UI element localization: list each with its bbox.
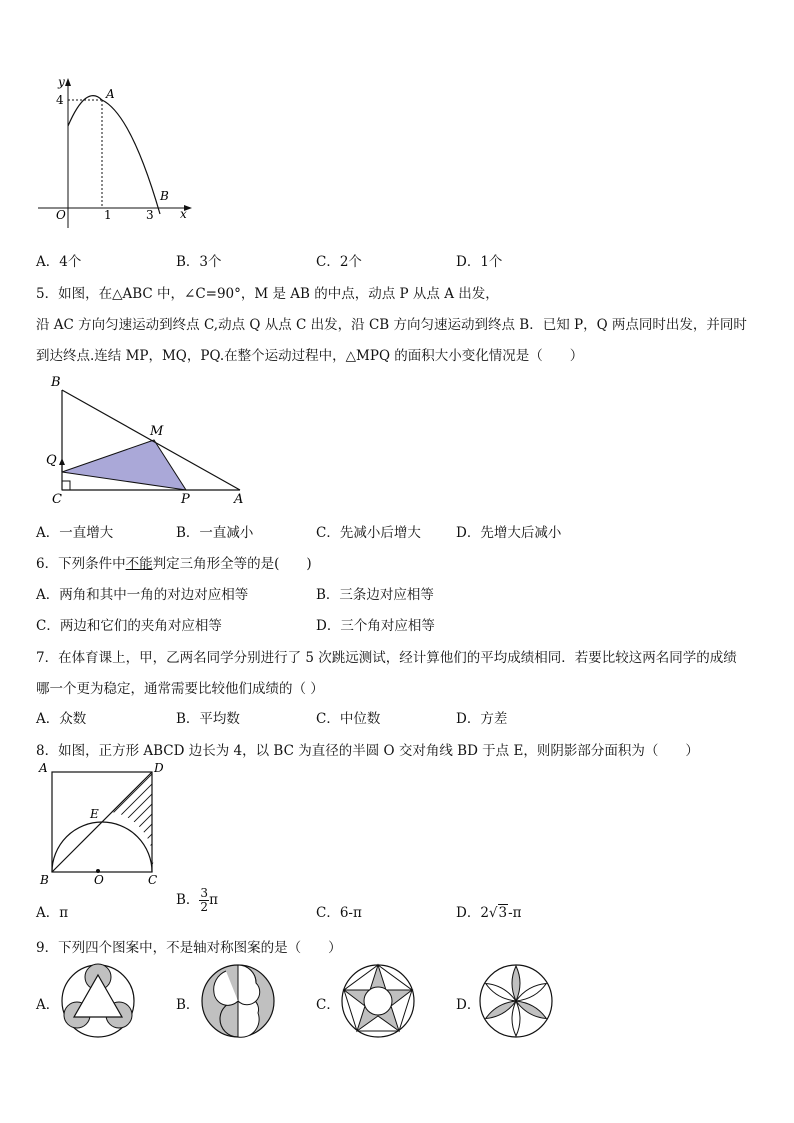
- q4-origin-label: O: [56, 208, 66, 222]
- q5-label-q: Q: [46, 453, 57, 468]
- q8-option-d: [456, 901, 522, 921]
- q9-stem: 9．下列四个图案中，不是轴对称图案的是（ ）: [36, 940, 342, 956]
- q5-option-a: A．一直增大: [36, 525, 114, 541]
- q8-option-d-suffix: -π: [508, 905, 522, 921]
- q8-option-d-prefix: D．2: [456, 905, 489, 921]
- q6-stem-emphasis: 不能: [125, 556, 153, 572]
- q6-option-d: D．三个角对应相等: [316, 618, 435, 634]
- q5-stem-line1: 5．如图，在△ABC 中，∠C=90°，M 是 AB 的中点，动点 P 从点 A 出发，: [36, 286, 499, 302]
- q8-option-b: [176, 887, 218, 914]
- q8-label-b: B: [40, 873, 49, 887]
- q8-option-b-pi: π: [209, 892, 218, 908]
- fraction-denominator: 2: [200, 900, 209, 914]
- q8-stem: 8．如图，正方形 ABCD 边长为 4，以 BC 为直径的半圆 O 交对角线 BD 于点 E，则阴影部分面积为（ ）: [36, 743, 699, 759]
- q9-label-d: D．: [456, 997, 481, 1013]
- q7-option-d: D．方差: [456, 711, 508, 727]
- q9-label-c: C．: [316, 997, 340, 1013]
- q4-graph: [36, 74, 196, 236]
- q8-option-b-fraction: [199, 887, 209, 914]
- q8-label-o: O: [94, 873, 104, 887]
- q7-option-c: C．中位数: [316, 711, 381, 727]
- q8-option-d-radicand: 3: [498, 905, 508, 921]
- q8-label-e: E: [90, 807, 99, 821]
- q7-stem-line1: 7．在体育课上，甲，乙两名同学分别进行了 5 次跳远测试，经计算他们的平均成绩相同．若要比较这两名同学的成绩: [36, 650, 737, 666]
- q5-triangle-figure: [44, 372, 264, 508]
- q5-option-c: C．先减小后增大: [316, 525, 421, 541]
- q4-point-a: A: [106, 87, 115, 101]
- q4-x1-label: 1: [104, 208, 112, 222]
- q4-option-d: D．1个: [456, 254, 503, 270]
- q8-option-a: A．π: [36, 905, 69, 921]
- q5-stem-line3: 到达终点.连结 MP，MQ，PQ.在整个运动过程中，△MPQ 的面积大小变化情况是（ ）: [36, 348, 584, 364]
- q4-point-b: B: [160, 189, 169, 203]
- q9-label-b: B．: [176, 997, 200, 1013]
- q4-y4-label: 4: [56, 93, 64, 107]
- q7-stem-line2: 哪一个更为稳定，通常需要比较他们成绩的（ ）: [36, 681, 324, 697]
- q4-option-a: A．4个: [36, 254, 82, 270]
- q5-label-p: P: [181, 492, 190, 507]
- q9-label-a: A．: [36, 997, 60, 1013]
- q4-option-b: B．3个: [176, 254, 222, 270]
- q4-x3-label: 3: [146, 208, 154, 222]
- q8-option-c: C．6-π: [316, 905, 362, 921]
- q8-label-c: C: [148, 873, 158, 887]
- q7-option-b: B．平均数: [176, 711, 240, 727]
- q4-y-label: y: [58, 75, 65, 89]
- sqrt-radical-icon: √: [488, 905, 498, 921]
- q5-option-d: D．先增大后减小: [456, 525, 562, 541]
- q6-stem-post: 判定三角形全等的是( ): [152, 556, 312, 572]
- q5-label-m: M: [150, 424, 164, 439]
- q5-stem-line2: 沿 AC 方向匀速运动到终点 C,动点 Q 从点 C 出发，沿 CB 方向匀速运动到终点 B．已知 P，Q 两点同时出发，并同时: [36, 317, 747, 333]
- q5-label-b: B: [51, 375, 61, 390]
- q6-stem: [36, 552, 312, 572]
- q4-x-label: x: [180, 207, 187, 221]
- q9-pattern-d-icon: [478, 963, 554, 1039]
- q6-option-a: A．两角和其中一角的对边对应相等: [36, 587, 249, 603]
- q8-option-b-prefix: B．: [176, 892, 200, 908]
- q7-option-a: A．众数: [36, 711, 87, 727]
- q9-pattern-b-icon: [200, 963, 276, 1039]
- fraction-numerator: 3: [200, 886, 209, 900]
- q4-option-c: C．2个: [316, 254, 362, 270]
- q6-option-b: B．三条边对应相等: [316, 587, 434, 603]
- q8-label-a: A: [39, 761, 48, 775]
- q9-pattern-a-icon: [60, 963, 136, 1039]
- q5-label-a: A: [234, 492, 244, 507]
- q8-label-d: D: [154, 761, 164, 775]
- q5-option-b: B．一直减小: [176, 525, 254, 541]
- q8-square-figure: [36, 760, 170, 888]
- q9-pattern-c-icon: [340, 963, 416, 1039]
- q6-option-c: C．两边和它们的夹角对应相等: [36, 618, 222, 634]
- q6-stem-pre: 6．下列条件中: [36, 556, 126, 572]
- q5-label-c: C: [52, 492, 62, 507]
